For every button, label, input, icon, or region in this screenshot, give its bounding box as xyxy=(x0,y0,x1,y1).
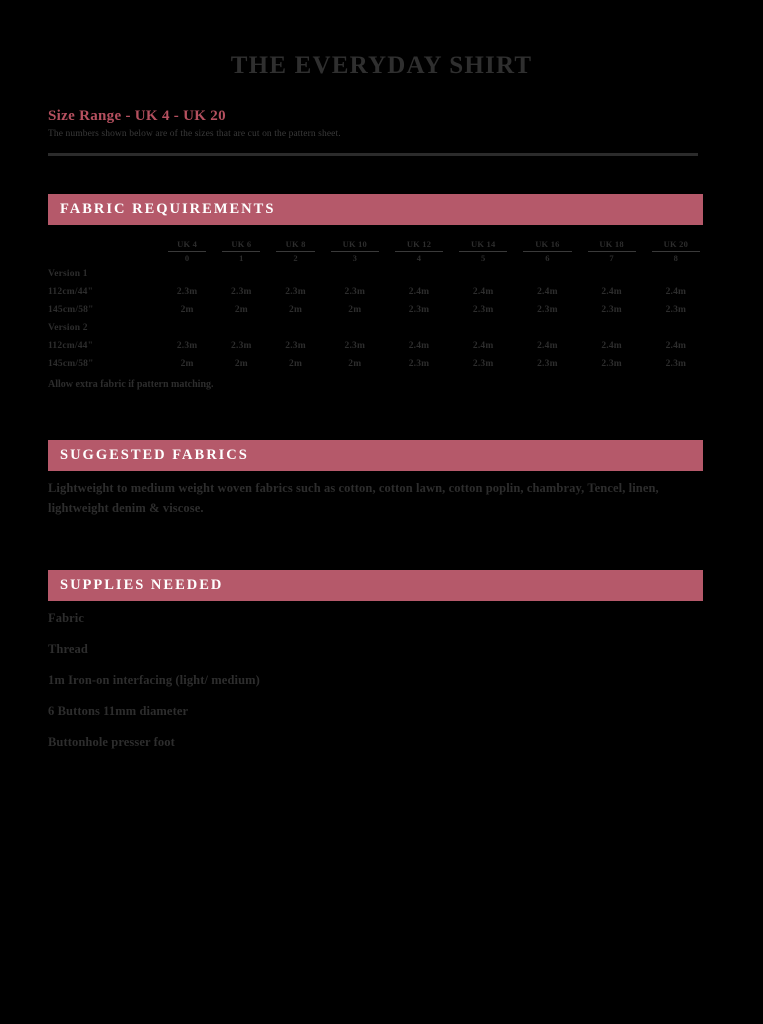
size-label: UK 10 xyxy=(342,239,367,249)
version-1-label: Version 1 xyxy=(48,269,88,280)
size-column-0 xyxy=(160,235,214,265)
size-label: UK 20 xyxy=(663,239,689,249)
size-label: UK 6 xyxy=(231,239,252,249)
table-cell: 2.3m xyxy=(285,287,306,298)
table-cell: 2m xyxy=(348,359,362,370)
section-header-fabric-requirements: FABRIC REQUIREMENTS xyxy=(48,194,703,225)
size-column-2 xyxy=(268,235,322,265)
suggested-fabrics-text: Lightweight to medium weight woven fabrics such as cotton, cotton lawn, cotton poplin, chambray, Tencel, linen, lightweight denim & viscose. xyxy=(48,481,659,515)
table-cell: 2.3m xyxy=(176,287,198,298)
list-item: 6 Buttons 11mm diameter xyxy=(48,704,189,718)
size-number: 1 xyxy=(222,251,260,264)
section-header-suggested-fabrics: SUGGESTED FABRICS xyxy=(48,440,703,471)
row-label: 145cm/58" xyxy=(48,359,94,370)
size-label: UK 8 xyxy=(285,239,306,249)
size-label: UK 14 xyxy=(471,239,496,249)
pattern-matching-note: Allow extra fabric if pattern matching. xyxy=(48,379,214,391)
table-row xyxy=(48,283,708,301)
table-cell: 2.3m xyxy=(537,359,558,370)
table-cell: 2.4m xyxy=(665,287,687,298)
size-label: UK 12 xyxy=(406,239,432,249)
size-label: UK 16 xyxy=(535,239,560,249)
table-cell: 2.3m xyxy=(665,305,687,316)
size-label: UK 4 xyxy=(177,239,198,249)
list-item: Thread xyxy=(48,642,88,656)
version-label-row xyxy=(48,265,708,283)
table-cell: 2m xyxy=(180,359,194,370)
table-corner-cell xyxy=(48,235,160,265)
fabric-requirements-table xyxy=(48,235,708,373)
table-cell: 2.3m xyxy=(344,287,366,298)
table-cell: 2.3m xyxy=(176,341,198,352)
table-cell: 2m xyxy=(289,305,303,316)
size-number: 4 xyxy=(395,251,443,264)
table-cell: 2.4m xyxy=(601,341,622,352)
supplies-list xyxy=(48,611,763,750)
row-label: 145cm/58" xyxy=(48,305,94,316)
page-title: THE EVERYDAY SHIRT xyxy=(230,52,533,79)
version-2-label: Version 2 xyxy=(48,323,88,334)
size-label: UK 18 xyxy=(599,239,624,249)
table-cell: 2.3m xyxy=(344,341,366,352)
table-cell: 2m xyxy=(289,359,303,370)
table-row xyxy=(48,301,708,319)
table-cell: 2.4m xyxy=(472,341,494,352)
size-range-heading: Size Range - UK 4 - UK 20 xyxy=(48,108,226,124)
table-cell: 2m xyxy=(234,305,248,316)
table-cell: 2.4m xyxy=(472,287,494,298)
table-header-row xyxy=(48,235,708,265)
table-cell: 2.3m xyxy=(285,341,306,352)
size-range-note: The numbers shown below are of the sizes that are cut on the pattern sheet. xyxy=(48,129,341,139)
size-column-5 xyxy=(451,235,515,265)
table-cell: 2.4m xyxy=(537,287,558,298)
table-cell: 2.4m xyxy=(537,341,558,352)
table-cell: 2.4m xyxy=(665,341,687,352)
table-row xyxy=(48,355,708,373)
size-column-1 xyxy=(214,235,268,265)
table-cell: 2.3m xyxy=(601,359,622,370)
table-cell: 2.3m xyxy=(231,341,252,352)
size-column-8 xyxy=(644,235,708,265)
table-cell: 2m xyxy=(180,305,194,316)
table-cell: 2.4m xyxy=(601,287,622,298)
size-number: 8 xyxy=(652,251,700,264)
list-item: Buttonhole presser foot xyxy=(48,735,175,749)
table-cell: 2.3m xyxy=(408,359,430,370)
spacer-cell xyxy=(160,265,708,283)
size-number: 6 xyxy=(523,251,571,264)
section-header-supplies-needed: SUPPLIES NEEDED xyxy=(48,570,703,601)
size-number: 7 xyxy=(588,251,636,264)
size-number: 5 xyxy=(459,251,507,264)
size-column-7 xyxy=(580,235,644,265)
table-cell: 2m xyxy=(348,305,362,316)
table-cell: 2.3m xyxy=(665,359,687,370)
divider-rule xyxy=(48,153,698,156)
table-cell: 2.4m xyxy=(408,287,430,298)
table-cell: 2m xyxy=(234,359,248,370)
size-number: 2 xyxy=(276,251,314,264)
table-cell: 2.3m xyxy=(601,305,622,316)
size-number: 3 xyxy=(331,251,379,264)
size-column-4 xyxy=(387,235,451,265)
table-row xyxy=(48,337,708,355)
size-number: 0 xyxy=(168,251,206,264)
size-column-6 xyxy=(515,235,579,265)
table-cell: 2.3m xyxy=(408,305,430,316)
row-label: 112cm/44" xyxy=(48,341,94,352)
table-cell: 2.3m xyxy=(472,305,494,316)
size-range-block xyxy=(48,108,763,139)
table-cell: 2.3m xyxy=(537,305,558,316)
table-cell: 2.4m xyxy=(408,341,430,352)
table-cell: 2.3m xyxy=(472,359,494,370)
row-label: 112cm/44" xyxy=(48,287,94,298)
table-cell: 2.3m xyxy=(231,287,252,298)
spacer-cell xyxy=(160,319,708,337)
list-item: Fabric xyxy=(48,611,85,625)
version-label-row xyxy=(48,319,708,337)
size-column-3 xyxy=(323,235,387,265)
list-item: 1m Iron-on interfacing (light/ medium) xyxy=(48,673,260,687)
